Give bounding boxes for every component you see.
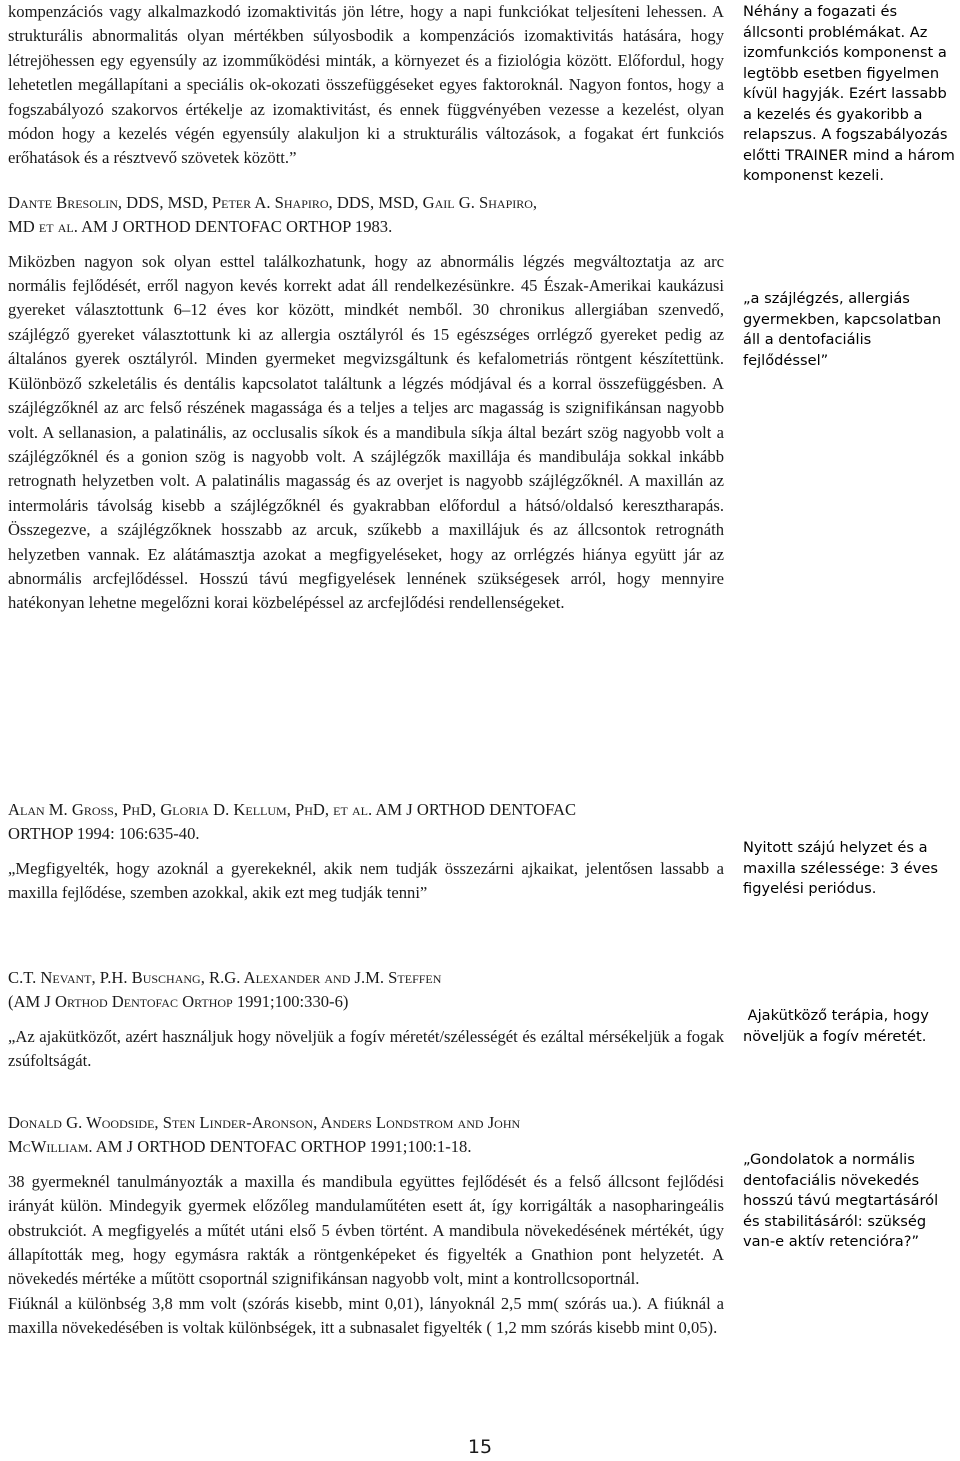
sidebar-note: [743, 289, 958, 371]
section-4: [8, 1111, 724, 1341]
reference-citation-line: C.T. Nevant, P.H. Buschang, R.G. Alexander and J.M. Steffen: [8, 968, 442, 987]
sidebar-note-text: Nyitott szájú helyzet és a maxilla szélessége: 3 éves figyelési periódus.: [743, 839, 938, 897]
sidebar-note-text: „a szájlégzés, allergiás gyermekben, kapcsolatban áll a dentofaciális fejlődéssel”: [743, 290, 942, 369]
quote-paragraph: „Az ajakütközőt, azért használjuk hogy növeljük a fogív méretét/szélességét és ezáltal mérsékeljük a fogak zsúfoltságát.: [8, 1026, 724, 1071]
sidebar-note: [743, 1150, 958, 1253]
reference-citation-line: Alan M. Gross, PhD, Gloria D. Kellum, PhD, et al. AM J ORTHOD DENTOFAC: [8, 800, 577, 819]
section-1: [8, 0, 724, 616]
body-paragraph: Fiúknál a különbség 3,8 mm volt (szórás kisebb, mint 0,01), lányoknál 2,5 mm( szórás ua.). A fiúknál a maxilla növekedésében is voltak különbségek, itt a subnasalet figyelték ( 1,2 mm szórás kisebb mint 0,05).: [8, 1293, 724, 1338]
sidebar-note-text: Ajakütköző terápia, hogy növeljük a fogív méretét.: [743, 1007, 934, 1045]
section-2: [8, 798, 724, 906]
reference-citation-line: Donald G. Woodside, Sten Linder-Aronson, Anders Londstrom and John: [8, 1113, 521, 1132]
section-3: [8, 966, 724, 1074]
reference-citation-line: McWilliam. AM J ORTHOD DENTOFAC ORTHOP 1991;100:1-18.: [8, 1137, 472, 1157]
quote-paragraph: „Megfigyelték, hogy azoknál a gyerekeknél, akik nem tudják összezárni ajkaikat, jelentősen lassabb a maxilla fejlődése, szemben azokkal, akik ezt meg tudják tenni”: [8, 858, 724, 903]
sidebar-note: [743, 2, 958, 187]
sidebar-note-text: Néhány a fogazati és állcsonti problémákat. Az izomfunkciós komponenst a legtöbb esetben figyelmen kívül hagyják. Ezért lassabb a kezelés és gyakoribb a relapszus. A fogszabályozás előtti TRAINER mind a három komponenst kezeli.: [743, 3, 955, 184]
reference-citation-line: MD et al. AM J ORTHOD DENTOFAC ORTHOP 1983.: [8, 217, 393, 237]
sidebar-note: [743, 1006, 958, 1047]
body-paragraph: kompenzációs vagy alkalmazkodó izomaktivitás jön létre, hogy a napi funkciókat teljesíteni lehessen. A strukturális abnormalitás olyan mértékben súlyosbodik a kompenzációs izomaktivitás hatására, hogy létrejöhessen egy egyensúly az izomműködési minták, a környezet és a fiziológia között. Előfordul, hogy lehetetlen megállapítani a speciális ok-okozati összefüggéseket egyes faktoroknál. Nagyon fontos, hogy a fogszabályozó szakorvos értékelje az izomaktivitást, és ennek függvényében vezesse a kezelést, olyan módon hogy a kezelés végén egyensúly alakuljon ki a strukturális változások, a fogakat ért funkciós erőhatások és a résztvevő szövetek között.”: [8, 2, 724, 168]
reference-citation-line: Dante Bresolin, DDS, MSD, Peter A. Shapiro, DDS, MSD, Gail G. Shapiro,: [8, 192, 538, 212]
body-paragraph: Miközben nagyon sok olyan esttel találkozhatunk, hogy az abnormális légzés megváltoztatja az arc normális fejlődését, erről nagyon kevés korrekt adat áll rendelkezésünkre. 45 Észak-Amerikai kaukázusi gyereket választottunk 6–12 éves kor között, mindkét nemből. 30 chronikus allergiában szenvedő, szájlégző gyereket választottunk ki az allergia osztályról és 15 egészséges orrlégző gyereket pedig az általános gyerek osztályról. Minden gyermeket megvizsgáltunk és kefalometriás röntgent készítettünk. Különböző szkeletális és dentális kapcsolatot találtunk a légzés módjával és a korral összefüggésben. A szájlégzőknél az arc felső részének magassága és a teljes a teljes arc magasság is szignifikánsan nagyobb volt. A sellanasion, a palatinális, az occlusalis síkok és a mandibula síkja által bezárt szög nagyobb volt a szájlégzőknél és a gonion szög is nagyobb volt. A szájlégzők maxillája és mandibulája sokkal inkább retrognath helyzetben volt. A palatinális magasság és az overjet is nagyobb szájlégzőknél. A maxillán az intermoláris távolság kisebb a szájlégzőknél és gyakrabban előfordul a hátsó/oldalsó keresztharapás. Összegezve, a szájlégzőknek hosszabb az arcuk, szűkebb a maxillájuk és az állcsontok retrognáth helyzetben vannak. Ez alátámasztja azokat a megfigyeléseket, hogy az orrlégzés hiánya együtt jár az abnormális arcfejlődéssel. Hosszú távú megfigyelések lennének szükségesek arról, hogy mennyire hatékonyan lehetne megelőzni korai közbelépéssel az arcfejlődési rendellenségeket.: [8, 251, 724, 613]
reference-citation-line: ORTHOP 1994: 106:635-40.: [8, 824, 200, 844]
sidebar-note: [743, 838, 958, 900]
reference-citation-line: (AM J Orthod Dentofac Orthop 1991;100:330-6): [8, 992, 349, 1012]
page-number: 15: [467, 1436, 493, 1458]
sidebar-note-text: „Gondolatok a normális dentofaciális növekedés hosszú távú megtartásáról és stabilitásáról: szükség van-e aktív retencióra?”: [743, 1151, 939, 1250]
body-paragraph: 38 gyermeknél tanulmányozták a maxilla és mandibula együttes fejlődését és a felső állcsont fejlődési irányát külön. Mindegyik gyermek előzőleg mandulaműtéten esett át, így korrigálták a nasopharingeális obstrukciót. A megfigyelés a műtét utáni első 5 évben történt. A mandibula növekedésének mértékét, úgy állapították meg, hogy egymásra rakták a röntgenképeket és figyelték a Gnathion pont helyzetét. A növekedés mértéke a műtött csoportnál szignifikánsan nagyobb volt, mint a kontrollcsoportnál.: [8, 1171, 724, 1289]
